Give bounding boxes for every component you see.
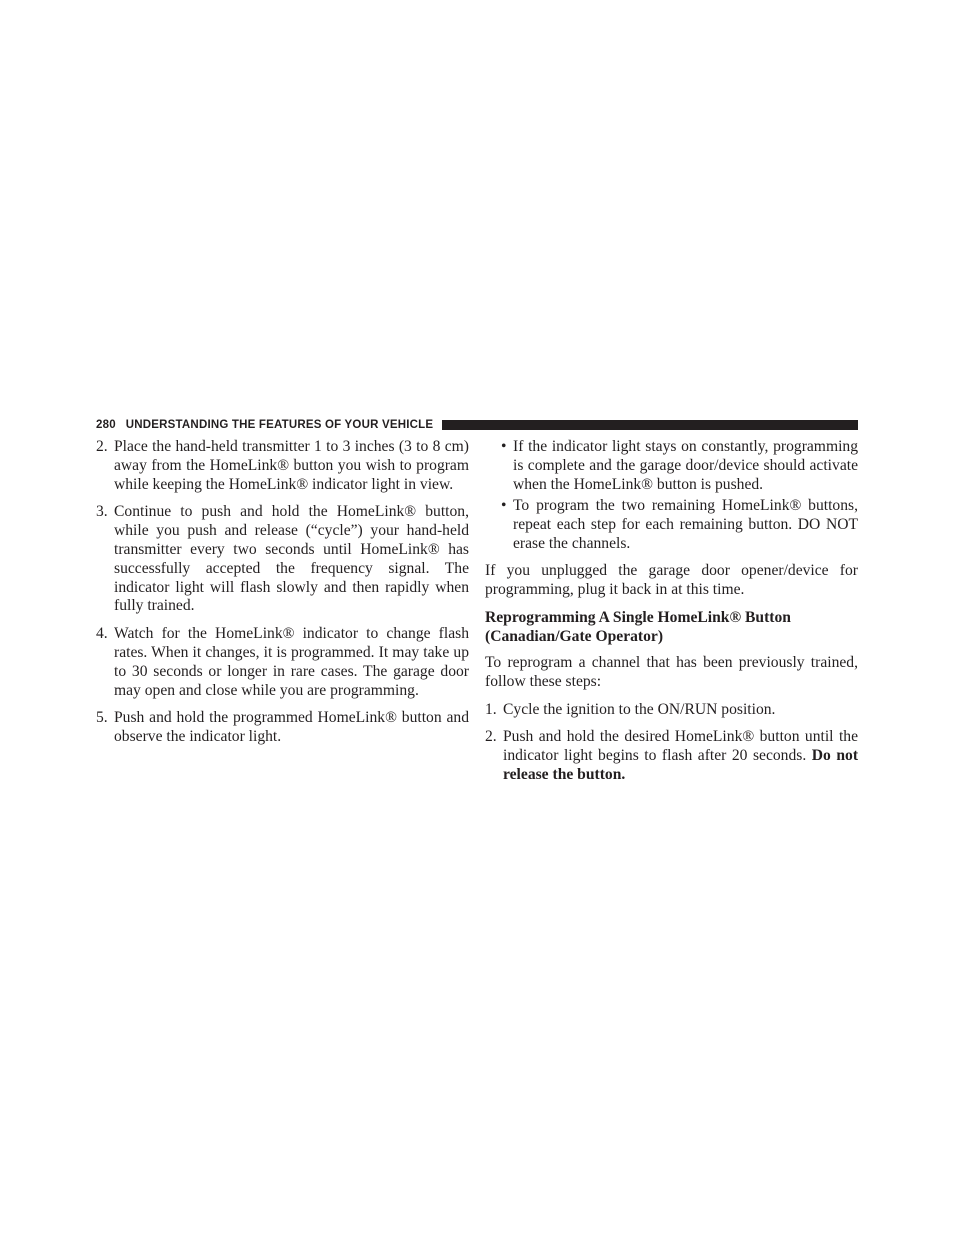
bullet-text: To program the two remaining HomeLink® buttons, repeat each step for each remaining button. DO NOT erase the channels. bbox=[513, 497, 858, 552]
step-number: 2. bbox=[485, 728, 497, 746]
step-text: Cycle the ignition to the ON/RUN position. bbox=[503, 700, 776, 718]
step-item bbox=[96, 438, 469, 494]
step-text: Push and hold the programmed HomeLink® button and observe the indicator light. bbox=[114, 709, 469, 746]
section-title: UNDERSTANDING THE FEATURES OF YOUR VEHICLE bbox=[125, 419, 434, 431]
step-item bbox=[485, 728, 858, 784]
bullet-item bbox=[485, 497, 858, 553]
step-number: 3. bbox=[96, 503, 108, 521]
intro-paragraph: To reprogram a channel that has been previously trained, follow these steps: bbox=[485, 653, 858, 690]
step-warning-text: Do not release the button. bbox=[503, 747, 859, 783]
subheading-line-2: (Canadian/Gate Operator) bbox=[485, 628, 664, 646]
bullet-text: If the indicator light stays on constantly, programming is complete and the garage door/device should activate when the HomeLink® button is pushed. bbox=[513, 438, 858, 493]
step-item bbox=[96, 709, 469, 747]
bullet-dot-icon: • bbox=[501, 497, 507, 515]
step-text: Place the hand-held transmitter 1 to 3 inches (3 to 8 cm) away from the HomeLink® button you wish to program while keeping the HomeLink® indicator light in view. bbox=[114, 438, 469, 493]
step-number: 5. bbox=[96, 709, 108, 727]
header-rule-bar bbox=[442, 420, 858, 430]
step-item bbox=[96, 625, 469, 700]
step-text: Continue to push and hold the HomeLink® button, while you push and release (“cycle”) your hand-held transmitter every two seconds until HomeLink® has successfully accepted the frequency signal. The indicator light will flash slowly and then rapidly when fully trained. bbox=[114, 503, 469, 615]
step-number: 2. bbox=[96, 438, 108, 455]
step-number: 4. bbox=[96, 625, 108, 643]
page-header bbox=[96, 417, 858, 433]
bullet-item bbox=[485, 438, 858, 494]
step-item bbox=[485, 701, 858, 720]
subheading-line-1: Reprogramming A Single HomeLink® Button bbox=[485, 609, 791, 627]
section-subheading bbox=[485, 609, 858, 647]
step-text: Push and hold the desired HomeLink® button until the indicator light begins to flash after 20 seconds. bbox=[503, 728, 858, 765]
page-number: 280 bbox=[96, 419, 116, 431]
unplugged-note: If you unplugged the garage door opener/device for programming, plug it back in at this time. bbox=[485, 561, 858, 598]
bullet-dot-icon: • bbox=[501, 438, 507, 455]
right-column bbox=[485, 438, 858, 794]
step-text: Watch for the HomeLink® indicator to change flash rates. When it changes, it is programmed. It may take up to 30 seconds or longer in rare cases. The garage door may open and close while you are programming. bbox=[114, 625, 469, 699]
step-item bbox=[96, 503, 469, 616]
left-column bbox=[96, 438, 469, 756]
step-number: 1. bbox=[485, 700, 497, 718]
